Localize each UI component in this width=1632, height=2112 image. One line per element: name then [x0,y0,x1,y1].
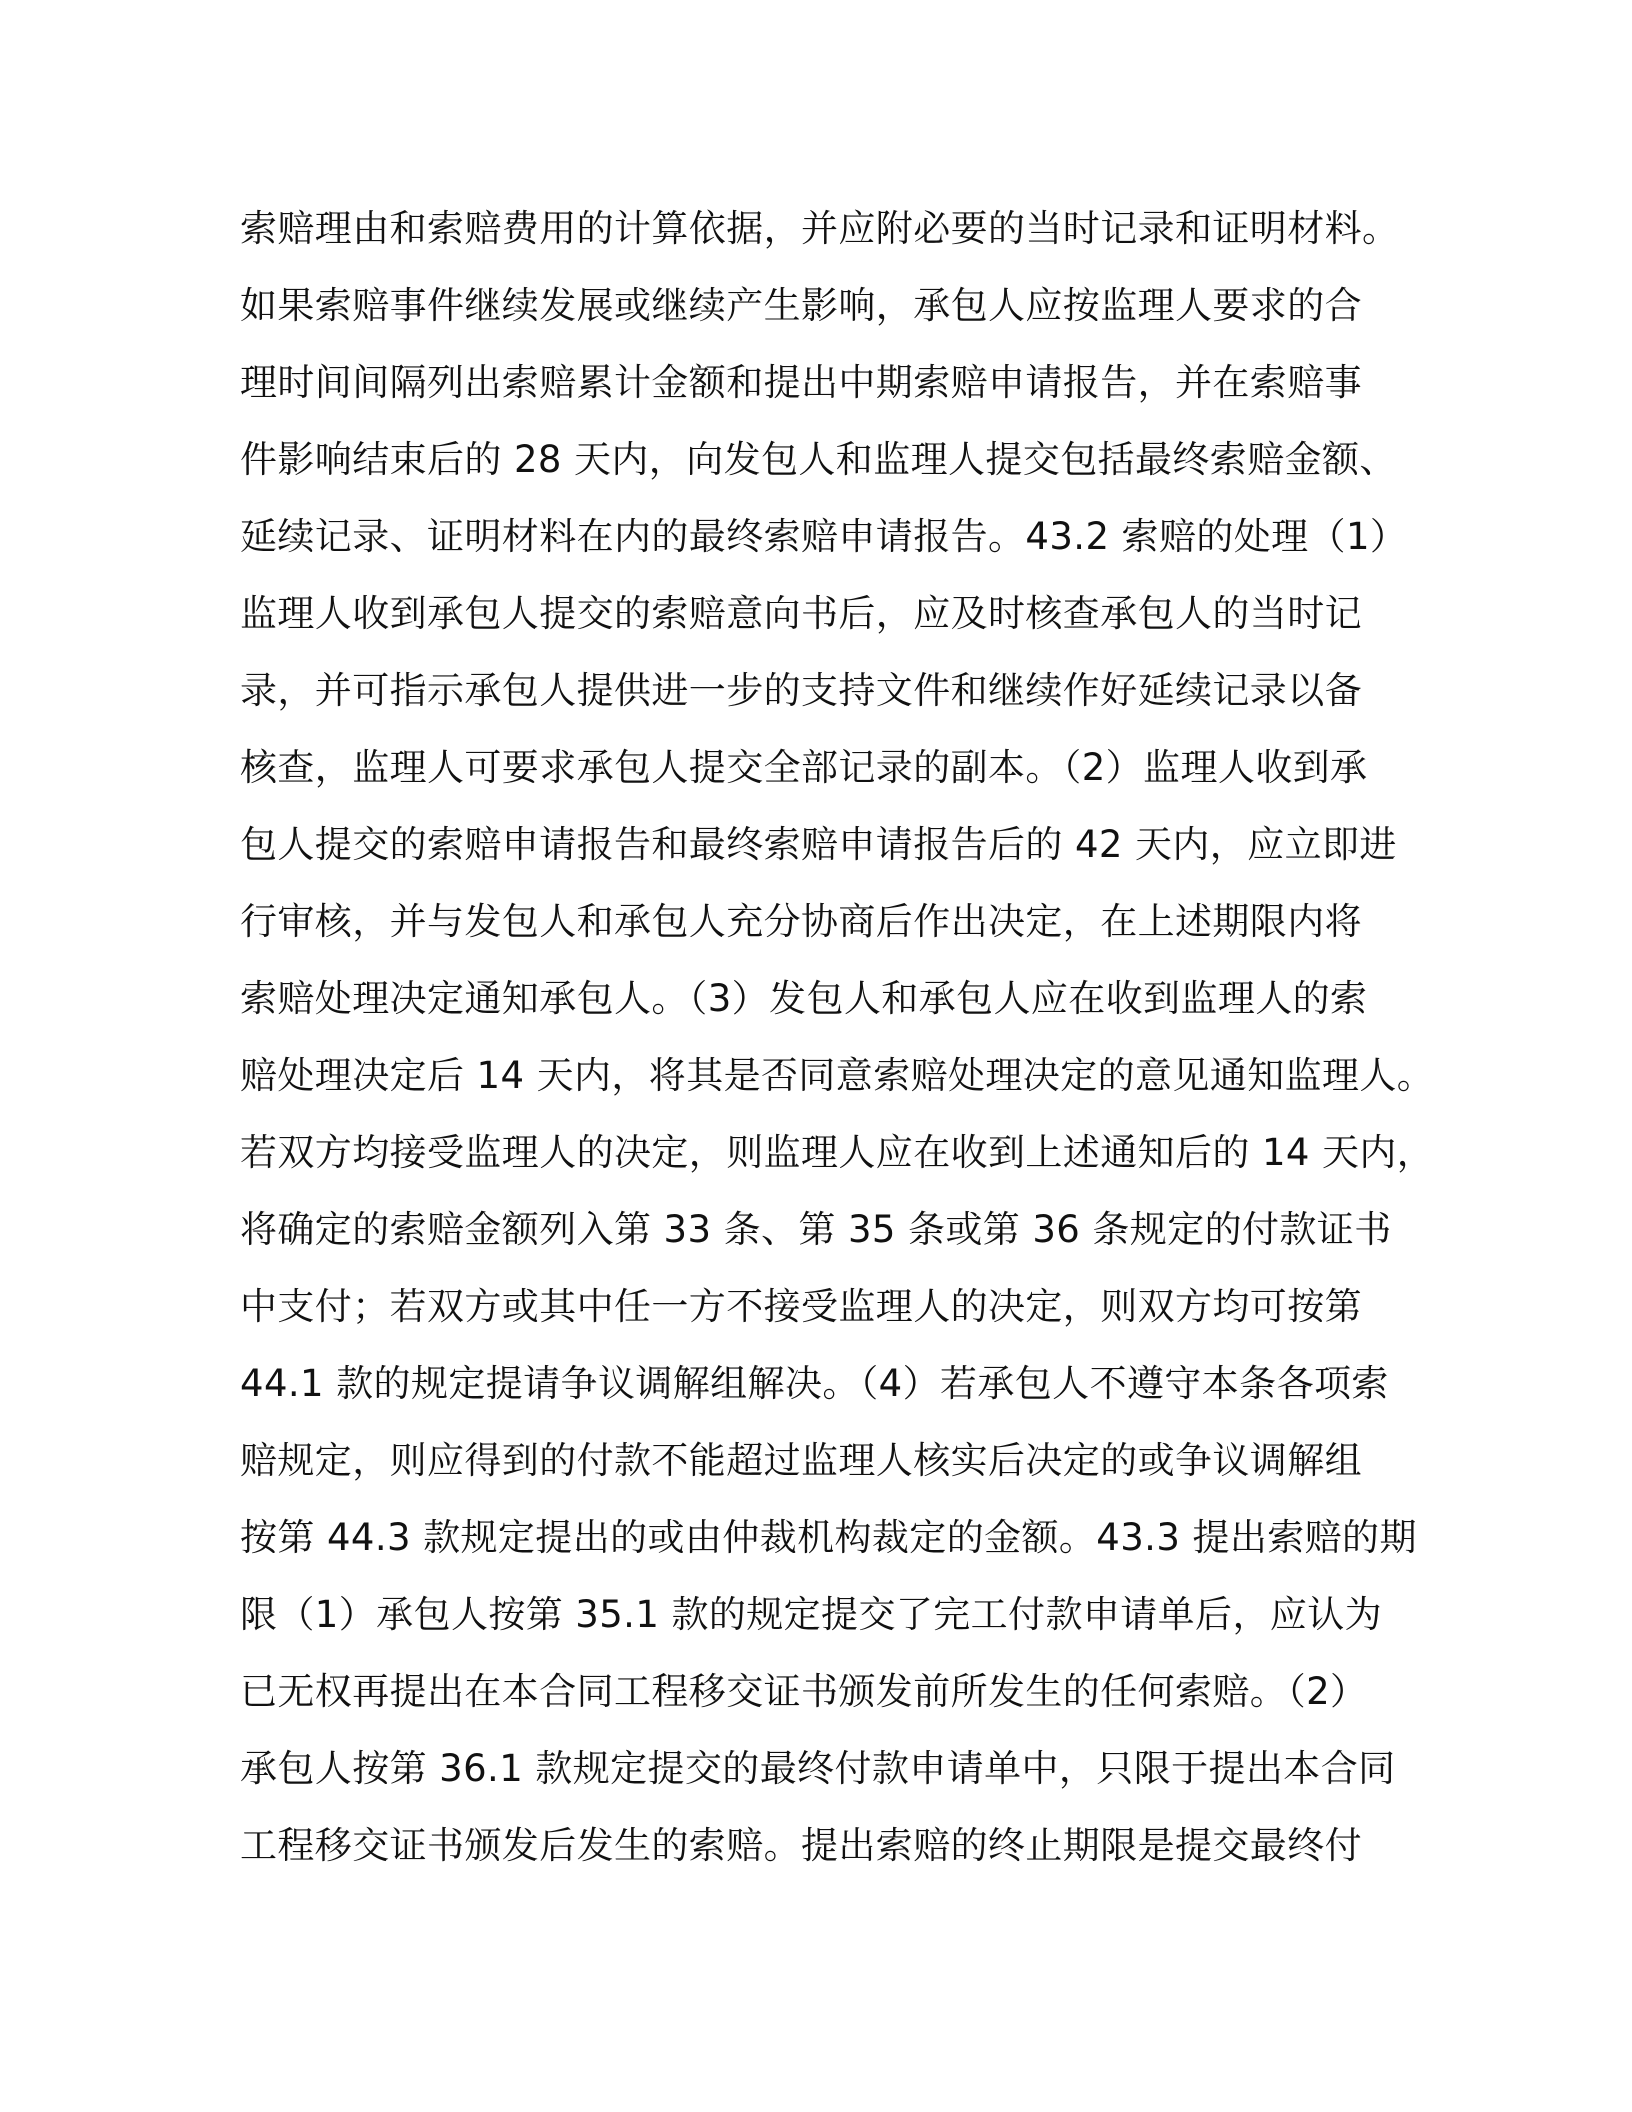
text-line: 核查，监理人可要求承包人提交全部记录的副本。（2）监理人收到承 [240,746,1368,789]
text-line: 监理人收到承包人提交的索赔意向书后，应及时核查承包人的当时记 [240,592,1362,635]
text-line: 索赔处理决定通知承包人。（3）发包人和承包人应在收到监理人的索 [240,977,1368,1020]
text-line: 将确定的索赔金额列入第 33 条、第 35 条或第 36 条规定的付款证书 [240,1208,1392,1251]
text-line: 件影响结束后的 28 天内，向发包人和监理人提交包括最终索赔金额、 [240,438,1397,481]
text-line: 44.1 款的规定提请争议调解组解决。（4）若承包人不遵守本条各项索 [240,1362,1389,1405]
text-line: 赔处理决定后 14 天内，将其是否同意索赔处理决定的意见通知监理人。 [240,1054,1435,1097]
text-line: 延续记录、证明材料在内的最终索赔申请报告。43.2 索赔的处理（1） [240,515,1408,558]
text-line: 中支付；若双方或其中任一方不接受监理人的决定，则双方均可按第 [240,1285,1362,1328]
text-line: 若双方均接受监理人的决定，则监理人应在收到上述通知后的 14 天内， [240,1131,1435,1174]
text-line: 赔规定，则应得到的付款不能超过监理人核实后决定的或争议调解组 [240,1439,1362,1482]
text-line: 工程移交证书颁发后发生的索赔。提出索赔的终止期限是提交最终付 [240,1824,1362,1867]
text-line: 如果索赔事件继续发展或继续产生影响，承包人应按监理人要求的合 [240,284,1362,327]
text-line: 承包人按第 36.1 款规定提交的最终付款申请单中，只限于提出本合同 [240,1747,1396,1790]
body-text [240,190,1435,1884]
text-line: 录，并可指示承包人提供进一步的支持文件和继续作好延续记录以备 [240,669,1362,712]
text-line: 按第 44.3 款规定提出的或由仲裁机构裁定的金额。43.3 提出索赔的期 [240,1516,1417,1559]
text-line: 理时间间隔列出索赔累计金额和提出中期索赔申请报告，并在索赔事 [240,361,1362,404]
text-line: 行审核，并与发包人和承包人充分协商后作出决定，在上述期限内将 [240,900,1362,943]
text-line: 已无权再提出在本合同工程移交证书颁发前所发生的任何索赔。（2） [240,1670,1368,1713]
text-line: 限（1）承包人按第 35.1 款的规定提交了完工付款申请单后，应认为 [240,1593,1383,1636]
text-line: 索赔理由和索赔费用的计算依据，并应附必要的当时记录和证明材料。 [240,207,1400,250]
text-line: 包人提交的索赔申请报告和最终索赔申请报告后的 42 天内，应立即进 [240,823,1397,866]
